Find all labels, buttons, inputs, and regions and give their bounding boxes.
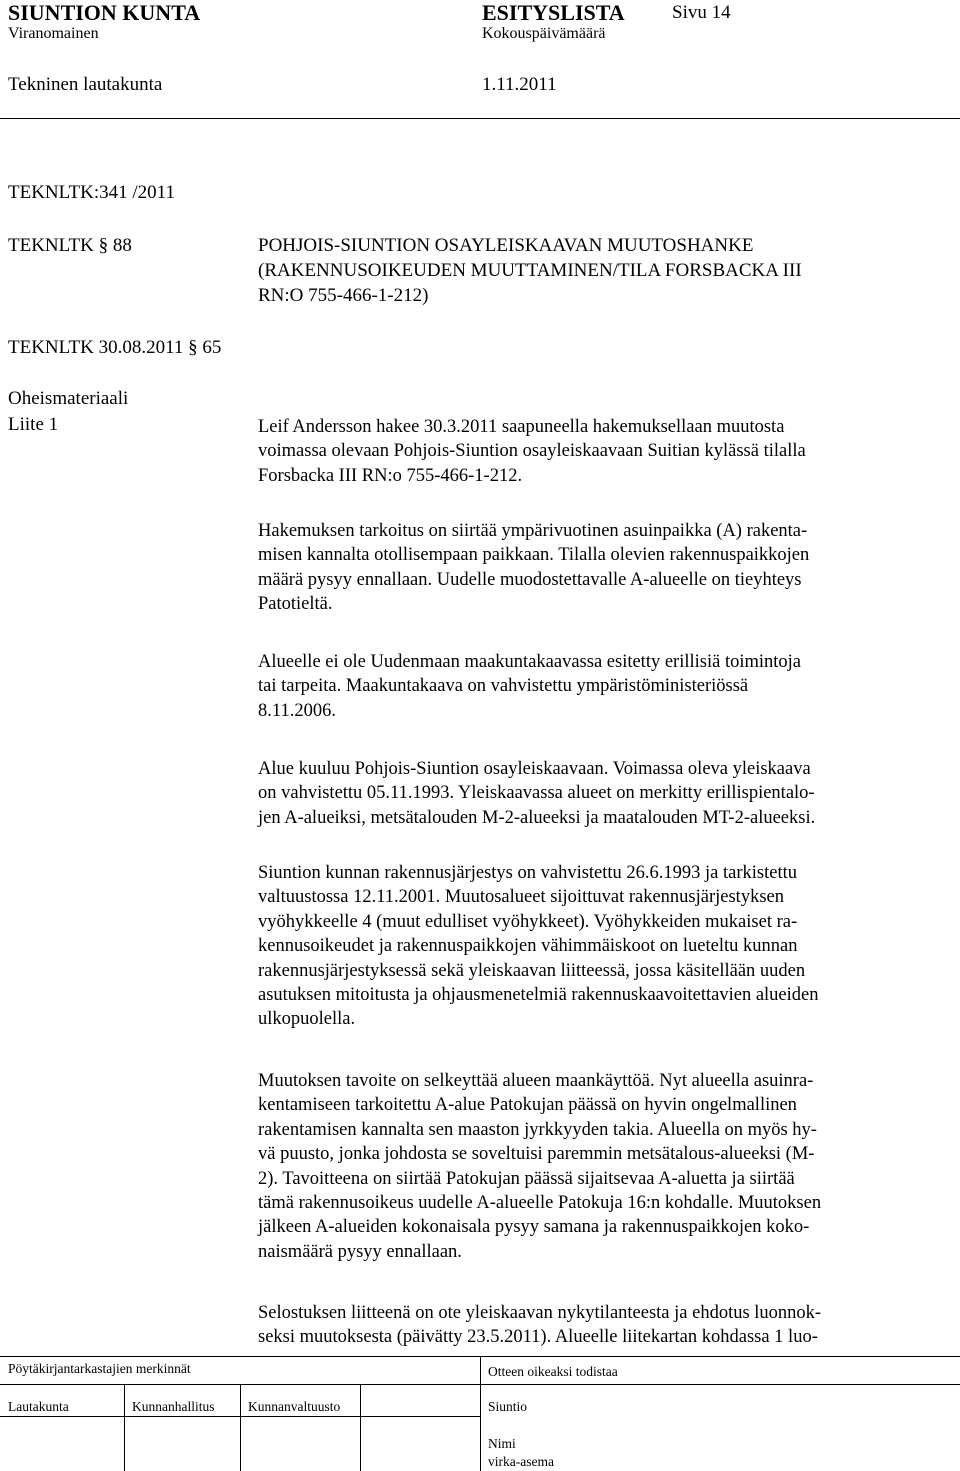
authority-label: Viranomainen (8, 25, 99, 42)
paragraph-line: vä puusto, jonka johdosta se soveltuisi paremmin metsätalous-alueeksi (M- (258, 1144, 815, 1165)
paragraph-line: jen A-alueiksi, metsätalouden M-2-alueeksi ja maatalouden MT-2-alueeksi. (258, 807, 816, 828)
paragraph-line: jälkeen A-alueiden kokonaisala pysyy samana ja rakennuspaikkojen koko- (258, 1217, 810, 1238)
paragraph-line: Muutoksen tavoite on selkeyttää alueen maankäyttöä. Nyt alueella asuinra- (258, 1071, 814, 1091)
paragraph-line: Leif Andersson hakee 30.3.2011 saapuneella hakemuksellaan muutosta (258, 417, 785, 437)
paragraph-line: Patotieltä. (258, 594, 333, 615)
paragraph-line: Siuntion kunnan rakennusjärjestys on vahvistettu 26.6.1993 ja tarkistettu (258, 863, 797, 883)
paragraph-line: rakentamisen kannalta sen maaston jyrkkyyden takia. Alueella on myös hy- (258, 1119, 817, 1140)
footer-col-divider-2 (240, 1384, 241, 1471)
attachments-label: Oheismateriaali (8, 388, 129, 409)
footer-col-council: Kunnanvaltuusto (248, 1399, 341, 1414)
case-title-line-3: RN:O 755-466-1-212) (258, 285, 429, 306)
meeting-date-label: Kokouspäivämäärä (482, 25, 606, 42)
paragraph-line: ulkopuolella. (258, 1009, 356, 1030)
paragraph-5 (258, 861, 948, 1032)
paragraph-7 (258, 1301, 948, 1350)
paragraph-line: 2). Tavoitteena on siirtää Patokujan päässä sijaitsevaa A-aluetta ja siirtää (258, 1168, 795, 1189)
footer-col-municipal-board: Kunnanhallitus (132, 1399, 215, 1414)
paragraph-line: Hakemuksen tarkoitus on siirtää ympärivuotinen asuinpaikka (A) rakenta- (258, 521, 808, 541)
paragraph-line: vyöhykkeelle 4 (muut edulliset vyöhykkeet). Vyöhykkeiden mukaiset ra- (258, 911, 798, 932)
certified-label: Otteen oikeaksi todistaa (488, 1364, 618, 1379)
paragraph-line: Forsbacka III RN:o 755-466-1-212. (258, 465, 523, 486)
paragraph-4 (258, 757, 948, 830)
municipality-name: SIUNTION KUNTA (8, 0, 201, 25)
paragraph-3 (258, 650, 948, 723)
footer-place: Siuntio (488, 1399, 528, 1414)
paragraph-line: asutuksen mitoitusta ja ohjausmenetelmiä rakennuskaavoitettavien alueiden (258, 985, 819, 1006)
footer-col-board: Lautakunta (8, 1399, 69, 1414)
footer-divider (480, 1356, 481, 1471)
authority-name: Tekninen lautakunta (8, 74, 163, 95)
paragraph-line: Alueelle ei ole Uudenmaan maakuntakaavassa esitetty erillisiä toimintoja (258, 652, 801, 672)
case-title-line-1: POHJOIS-SIUNTION OSAYLEISKAAVAN MUUTOSHANKE (258, 235, 754, 256)
footer-name-label: Nimi (488, 1436, 516, 1451)
meeting-date: 1.11.2011 (482, 74, 557, 95)
paragraph-line: valtuustossa 12.11.2001. Muutosalueet sijoittuvat rakennusjärjestyksen (258, 887, 784, 908)
case-reference: TEKNLTK:341 /2011 (8, 182, 175, 203)
document-type: ESITYSLISTA (482, 0, 625, 25)
paragraph-line: seksi muutoksesta (päivätty 23.5.2011). Alueelle liitekartan kohdassa 1 luo- (258, 1327, 818, 1348)
footer-col-divider-3 (360, 1384, 361, 1471)
paragraph-line: kennusoikeudet ja rakennuspaikkojen vähimmäiskoot on lueteltu kunnan (258, 936, 798, 957)
paragraph-line: kentamiseen tarkoitettu A-alue Patokujan päässä on hyvin ongelmallinen (258, 1095, 797, 1116)
paragraph-line: Selostuksen liitteenä on ote yleiskaavan nykytilanteesta ja ehdotus luonnok- (258, 1303, 822, 1323)
paragraph-line: 8.11.2006. (258, 700, 336, 721)
paragraph-line: määrä pysyy ennallaan. Uudelle muodostettavalle A-alueelle on tieyhteys (258, 569, 802, 590)
paragraph-1 (258, 415, 948, 488)
item-number: TEKNLTK § 88 (8, 235, 132, 256)
paragraph-line: on vahvistettu 05.11.1993. Yleiskaavassa alueet on merkitty erillispientalo- (258, 783, 815, 804)
footer-col-divider-1 (124, 1384, 125, 1471)
paragraph-line: naismäärä pysyy ennallaan. (258, 1241, 462, 1262)
paragraph-line: tämä rakennusoikeus uudelle A-alueelle Patokuja 16:n kohdalle. Muutoksen (258, 1193, 822, 1214)
paragraph-line: tai tarpeita. Maakuntakaava on vahvistettu ympäristöministeriössä (258, 676, 749, 697)
paragraph-line: misen kannalta otollisempaan paikkaan. Tilalla olevien rakennuspaikkojen (258, 545, 810, 566)
paragraph-line: rakennusjärjestyksessä sekä yleiskaavan liitteessä, jossa käsitellään uuden (258, 960, 806, 981)
footer-title-label: virka-asema (488, 1454, 554, 1469)
previous-reference: TEKNLTK 30.08.2011 § 65 (8, 337, 222, 358)
attachment-item: Liite 1 (8, 414, 59, 435)
case-title-line-2: (RAKENNUSOIKEUDEN MUUTTAMINEN/TILA FORSBACKA III (258, 260, 802, 281)
paragraph-line: Alue kuuluu Pohjois-Siuntion osayleiskaavaan. Voimassa oleva yleiskaava (258, 759, 811, 779)
reviewers-label: Pöytäkirjantarkastajien merkinnät (8, 1361, 191, 1376)
paragraph-2 (258, 519, 948, 617)
paragraph-6 (258, 1069, 948, 1264)
page-number: Sivu 14 (672, 2, 731, 23)
header-rule (0, 118, 960, 119)
paragraph-line: voimassa olevaan Pohjois-Siuntion osayleiskaavaan Suitian kylässä tilalla (258, 441, 806, 462)
